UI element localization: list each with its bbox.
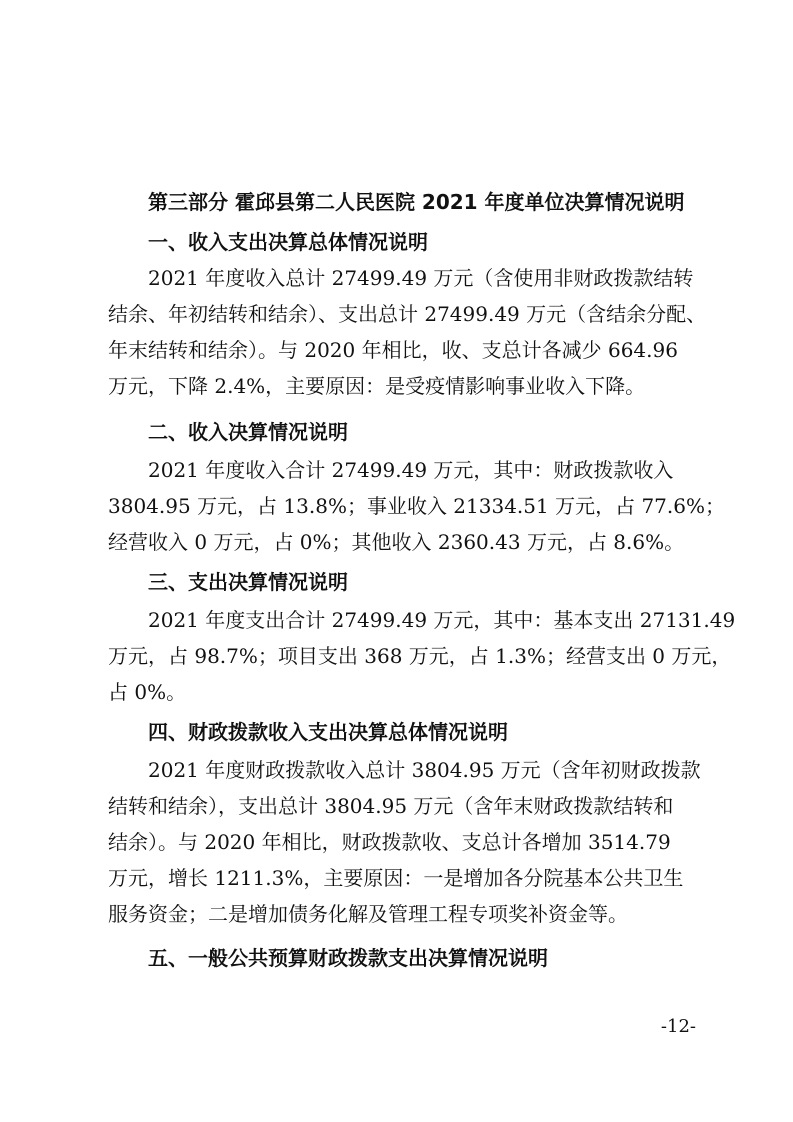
section-paragraph-3 bbox=[108, 602, 736, 710]
paragraph-line: 万元，占 98.7%；项目支出 368 万元，占 1.3%；经营支出 0 万元， bbox=[108, 644, 732, 668]
section-paragraph-4 bbox=[108, 752, 701, 932]
paragraph-line: 结余）。与 2020 年相比，财政拨款收、支总计各增加 3514.79 bbox=[108, 830, 671, 854]
page-number: -12- bbox=[660, 1016, 696, 1037]
paragraph-line: 结余、年初结转和结余）、支出总计 27499.49 万元（含结余分配、 bbox=[108, 302, 707, 326]
paragraph-line: 经营收入 0 万元，占 0%；其他收入 2360.43 万元，占 8.6%。 bbox=[108, 530, 685, 554]
paragraph-line: 2021 年度收入总计 27499.49 万元（含使用非财政拨款结转 bbox=[148, 266, 694, 290]
paragraph-line: 3804.95 万元，占 13.8%；事业收入 21334.51 万元，占 77.6%； bbox=[108, 494, 725, 518]
page-title: 第三部分 霍邱县第二人民医院 2021 年度单位决算情况说明 bbox=[148, 190, 685, 214]
section-heading-3: 三、支出决算情况说明 bbox=[148, 570, 348, 594]
paragraph-line: 2021 年度支出合计 27499.49 万元，其中：基本支出 27131.49 bbox=[148, 608, 736, 632]
section-paragraph-2 bbox=[108, 452, 725, 560]
paragraph-line: 结转和结余），支出总计 3804.95 万元（含年末财政拨款结转和 bbox=[108, 794, 674, 818]
paragraph-line: 2021 年度收入合计 27499.49 万元，其中：财政拨款收入 bbox=[148, 458, 674, 482]
paragraph-line: 服务资金；二是增加债务化解及管理工程专项奖补资金等。 bbox=[108, 902, 628, 926]
paragraph-line: 万元，下降 2.4%，主要原因：是受疫情影响事业收入下降。 bbox=[108, 374, 646, 398]
paragraph-line: 占 0%。 bbox=[108, 680, 187, 704]
section-heading-4: 四、财政拨款收入支出决算总体情况说明 bbox=[148, 720, 508, 744]
section-heading-2: 二、收入决算情况说明 bbox=[148, 420, 348, 444]
paragraph-line: 2021 年度财政拨款收入总计 3804.95 万元（含年初财政拨款 bbox=[148, 758, 701, 782]
paragraph-line: 年末结转和结余）。与 2020 年相比，收、支总计各减少 664.96 bbox=[108, 338, 678, 362]
paragraph-line: 万元，增长 1211.3%，主要原因：一是增加各分院基本公共卫生 bbox=[108, 866, 684, 890]
section-paragraph-1 bbox=[108, 260, 707, 404]
section-heading-5: 五、一般公共预算财政拨款支出决算情况说明 bbox=[148, 946, 548, 970]
section-heading-1: 一、收入支出决算总体情况说明 bbox=[148, 230, 428, 254]
